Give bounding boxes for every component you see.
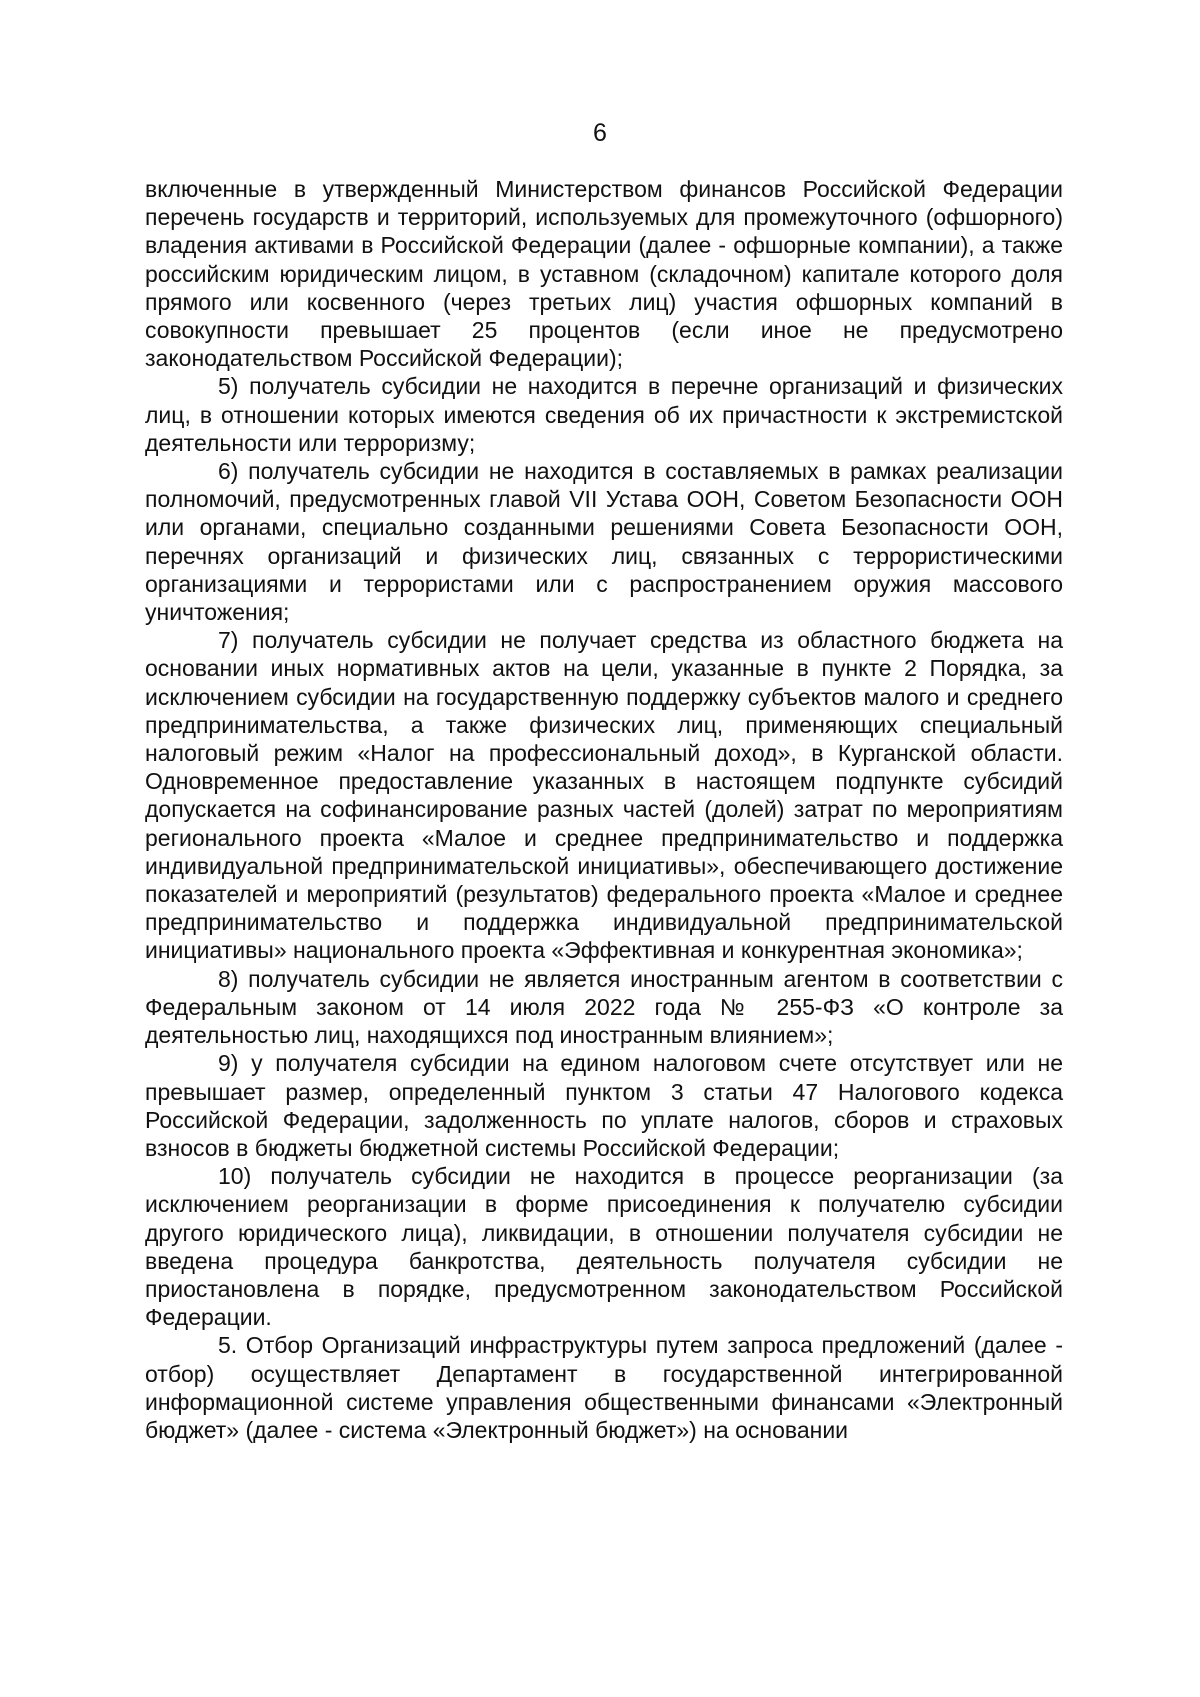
- paragraph-item-10-reorganization: 10) получатель субсидии не находится в процессе реорганизации (за исключением реорганизации в форме присоединения к получателю субсидии другого юридического лица), ликвидации, в отношении получателя субсидии не введена процедура банкротства, деятельность получателя субсидии не приостановлена в порядке, предусмотренном законодательством Российской Федерации.: [145, 1163, 1063, 1331]
- paragraph-section-5-selection: 5. Отбор Организаций инфраструктуры путем запроса предложений (далее - отбор) осуществляет Департамент в государственной интегрированной информационной системе управления общественными финансами «Электронный бюджет» (далее - система «Электронный бюджет») на основании: [145, 1332, 1063, 1443]
- paragraph-offshore-companies: включенные в утвержденный Министерством финансов Российской Федерации перечень государств и территорий, используемых для промежуточного (офшорного) владения активами в Российской Федерации (далее - офшорные компании), а также российским юридическим лицом, в уставном (складочном) капитале которого доля прямого или косвенного (через третьих лиц) участия офшорных компаний в совокупности превышает 25 процентов (если иное не предусмотрено законодательством Российской Федерации);: [145, 176, 1063, 372]
- paragraph-item-9-tax-debt: 9) у получателя субсидии на едином налоговом счете отсутствует или не превышает размер, определенный пунктом 3 статьи 47 Налогового кодекса Российской Федерации, задолженность по уплате налогов, сборов и страховых взносов в бюджеты бюджетной системы Российской Федерации;: [145, 1050, 1063, 1161]
- page-number: 6: [593, 119, 607, 147]
- paragraph-item-7-regional-budget: 7) получатель субсидии не получает средства из областного бюджета на основании иных нормативных актов на цели, указанные в пункте 2 Порядка, за исключением субсидии на государственную поддержку субъектов малого и среднего предпринимательства, а также физических лиц, применяющих специальный налоговый режим «Налог на профессиональный доход», в Курганской области. Одновременное предоставление указанных в настоящем подпункте субсидий допускается на софинансирование разных частей (долей) затрат по мероприятиям регионального проекта «Малое и среднее предпринимательство и поддержка индивидуальной предпринимательской инициативы», обеспечивающего достижение показателей и мероприятий (результатов) федерального проекта «Малое и среднее предпринимательство и поддержка индивидуальной предпринимательской инициативы» национального проекта «Эффективная и конкурентная экономика»;: [145, 627, 1063, 964]
- paragraph-item-6-un-lists: 6) получатель субсидии не находится в составляемых в рамках реализации полномочий, предусмотренных главой VII Устава ООН, Советом Безопасности ООН или органами, специально созданными решениями Совета Безопасности ООН, перечнях организаций и физических лиц, связанных с террористическими организациями и террористами или с распространением оружия массового уничтожения;: [145, 458, 1063, 626]
- paragraph-item-5-extremism: 5) получатель субсидии не находится в перечне организаций и физических лиц, в отношении которых имеются сведения об их причастности к экстремистской деятельности или терроризму;: [145, 373, 1063, 456]
- document-body: [145, 175, 1063, 1444]
- paragraph-item-8-foreign-agent: 8) получатель субсидии не является иностранным агентом в соответствии с Федеральным законом от 14 июля 2022 года № 255-ФЗ «О контроле за деятельностью лиц, находящихся под иностранным влиянием»;: [145, 965, 1063, 1049]
